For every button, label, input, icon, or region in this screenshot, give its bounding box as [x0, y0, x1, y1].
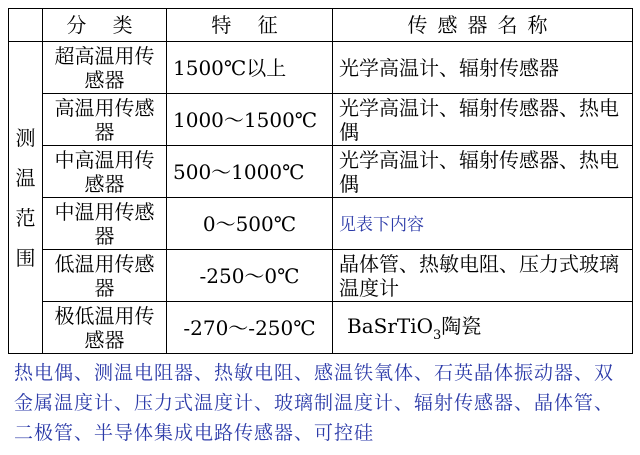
row-feature: 500～1000℃ [167, 146, 333, 198]
row-feature: -270～-250℃ [167, 302, 333, 354]
see-below-note: 见表下内容 [339, 214, 424, 235]
header-sensor-name: 传感器名称 [333, 9, 633, 42]
chemical-formula: BaSrTiO [347, 313, 434, 338]
row-category: 高温用传感器 [43, 94, 167, 146]
row-sensor-names: 光学高温计、辐射传感器、热电偶 [333, 146, 633, 198]
row-feature: 1500℃以上 [167, 42, 333, 94]
row-category: 中高温用传感器 [43, 146, 167, 198]
row-sensor-names: 光学高温计、辐射传感器 [333, 42, 633, 94]
sensor-classification-table [8, 8, 633, 354]
row-category: 中温用传感器 [43, 198, 167, 250]
row-sensor-names: 光学高温计、辐射传感器、热电偶 [333, 94, 633, 146]
row-feature: 0～500℃ [167, 198, 333, 250]
row-sensor-names-cell [333, 198, 633, 250]
table-row [9, 198, 633, 250]
group-label: 测温范围 [15, 125, 36, 270]
row-category: 极低温用传感器 [43, 302, 167, 354]
row-feature: 1000～1500℃ [167, 94, 333, 146]
table-header-row [9, 9, 633, 42]
medium-temperature-sensor-list: 热电偶、测温电阻器、热敏电阻、感温铁氧体、石英晶体振动器、双金属温度计、压力式温度计、玻璃制温度计、辐射传感器、晶体管、二极管、半导体集成电路传感器、可控硅 [14, 362, 615, 444]
row-sensor-names-cell [333, 302, 633, 354]
group-label-cell [9, 42, 43, 354]
header-blank-cell [9, 9, 43, 42]
table-row [9, 42, 633, 94]
row-category: 低温用传感器 [43, 250, 167, 302]
table-row [9, 250, 633, 302]
row-category: 超高温用传感器 [43, 42, 167, 94]
table-row [9, 94, 633, 146]
formula-subscript: 3 [433, 327, 442, 343]
row-feature: -250～0℃ [167, 250, 333, 302]
header-feature: 特 征 [167, 9, 333, 42]
table-row [9, 302, 633, 354]
row-sensor-names: 晶体管、热敏电阻、压力式玻璃温度计 [333, 250, 633, 302]
table-row [9, 146, 633, 198]
material-suffix: 陶瓷 [441, 313, 482, 338]
header-category: 分 类 [43, 9, 167, 42]
